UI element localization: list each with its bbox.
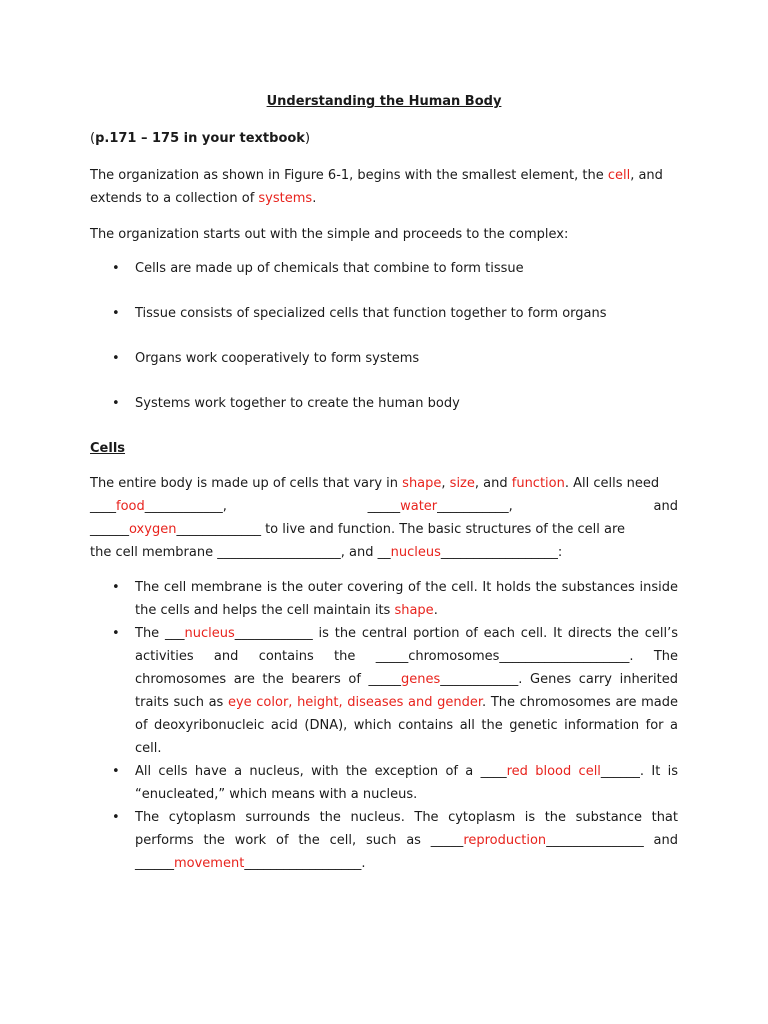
blank-food [90, 495, 227, 518]
answer-movement: movement [174, 856, 245, 871]
blank-water [368, 495, 513, 518]
answer-traits: eye color, height, diseases and gender [227, 695, 483, 710]
organization-paragraph: The organization starts out with the simple and proceeds to the complex: [90, 227, 569, 242]
cells-line-1-text [90, 472, 659, 495]
answer-red-blood-cell: red blood cell [506, 764, 601, 779]
textbook-reference [90, 127, 678, 150]
list-item [90, 622, 678, 760]
blank: _____ [367, 499, 401, 514]
blank: __________________: [440, 545, 563, 560]
text: All cells have a nucleus, with the exception of a ____ [135, 764, 507, 779]
blank: _____________ [176, 522, 261, 537]
intro-text: The organization as shown in Figure 6-1, begins with the smallest element, the [90, 168, 608, 183]
answer-food: food [116, 499, 145, 514]
answer-systems: systems [258, 191, 313, 206]
answer-reproduction: reproduction [463, 833, 547, 848]
answer-nucleus: nucleus [184, 626, 235, 641]
text: . The chromosomes are made of deoxyribonucleic acid (DNA), which contains all the genetic information for a cell. [135, 695, 678, 756]
text: and [653, 499, 678, 514]
blank: ____________, [144, 499, 227, 514]
cells-paragraph [90, 472, 678, 564]
text: , and [474, 476, 512, 491]
organization-list [90, 257, 678, 415]
cells-line-4 [90, 541, 678, 564]
blank: ____ [90, 499, 116, 514]
cell-structure-list [90, 576, 678, 875]
intro-text: , and extends to a collection of [90, 168, 663, 206]
text: the cell membrane ___________________, and __ [90, 545, 391, 560]
section-heading-cells: Cells [90, 441, 126, 456]
list-item [90, 760, 678, 806]
answer-cell: cell [607, 168, 631, 183]
cells-line-1 [90, 472, 678, 495]
answer-size: size [449, 476, 475, 491]
text: . [433, 603, 438, 618]
cells-line-2 [90, 495, 678, 518]
text: __________________. [244, 856, 366, 871]
intro-text: . [312, 191, 317, 206]
answer-water: water [400, 499, 438, 514]
blank: ______ [90, 522, 129, 537]
list-item [90, 576, 678, 622]
answer-shape: shape [402, 476, 442, 491]
ref-open-paren: ( [90, 131, 96, 146]
answer-oxygen: oxygen [129, 522, 177, 537]
document-title: Understanding the Human Body [266, 94, 502, 109]
list-item [90, 806, 678, 875]
text: ____________. Genes carry inherited traits such as [135, 672, 678, 710]
answer-function: function [511, 476, 565, 491]
ref-pages: p.171 – 175 in your textbook [95, 131, 305, 146]
text: The cell membrane is the outer covering of the cell. It holds the substances inside the cells and helps the cell maintain its [135, 580, 678, 618]
list-item: • Organs work cooperatively to form systems [90, 347, 678, 370]
intro-paragraph [90, 164, 678, 210]
list-item: • Systems work together to create the human body [90, 392, 678, 415]
cells-line-3 [90, 518, 678, 541]
text: The cytoplasm surrounds the nucleus. The cytoplasm is the substance that performs the work of the cell, such as _____ [135, 810, 678, 848]
answer-genes: genes [401, 672, 441, 687]
text: ____________ is the central portion of each cell. It directs the cell’s activities and contains the _____chromosomes____________________. The chromosomes are the bearers of _____ [135, 626, 678, 687]
text: , [441, 476, 450, 491]
answer-shape: shape [394, 603, 434, 618]
ref-close-paren: ) [304, 131, 311, 146]
text: _______________ and ______ [135, 833, 678, 871]
text: The ___ [135, 626, 185, 641]
blank: ___________, [437, 499, 513, 514]
text: . All cells need [564, 476, 660, 491]
text: The entire body is made up of cells that vary in [90, 476, 403, 491]
text: to live and function. The basic structures of the cell are [260, 522, 626, 537]
list-item: • Cells are made up of chemicals that combine to form tissue [90, 257, 678, 280]
list-item: • Tissue consists of specialized cells that function together to form organs [90, 302, 678, 325]
text: ______. It is “enucleated,” which means with a nucleus. [135, 764, 678, 802]
answer-nucleus: nucleus [390, 545, 441, 560]
